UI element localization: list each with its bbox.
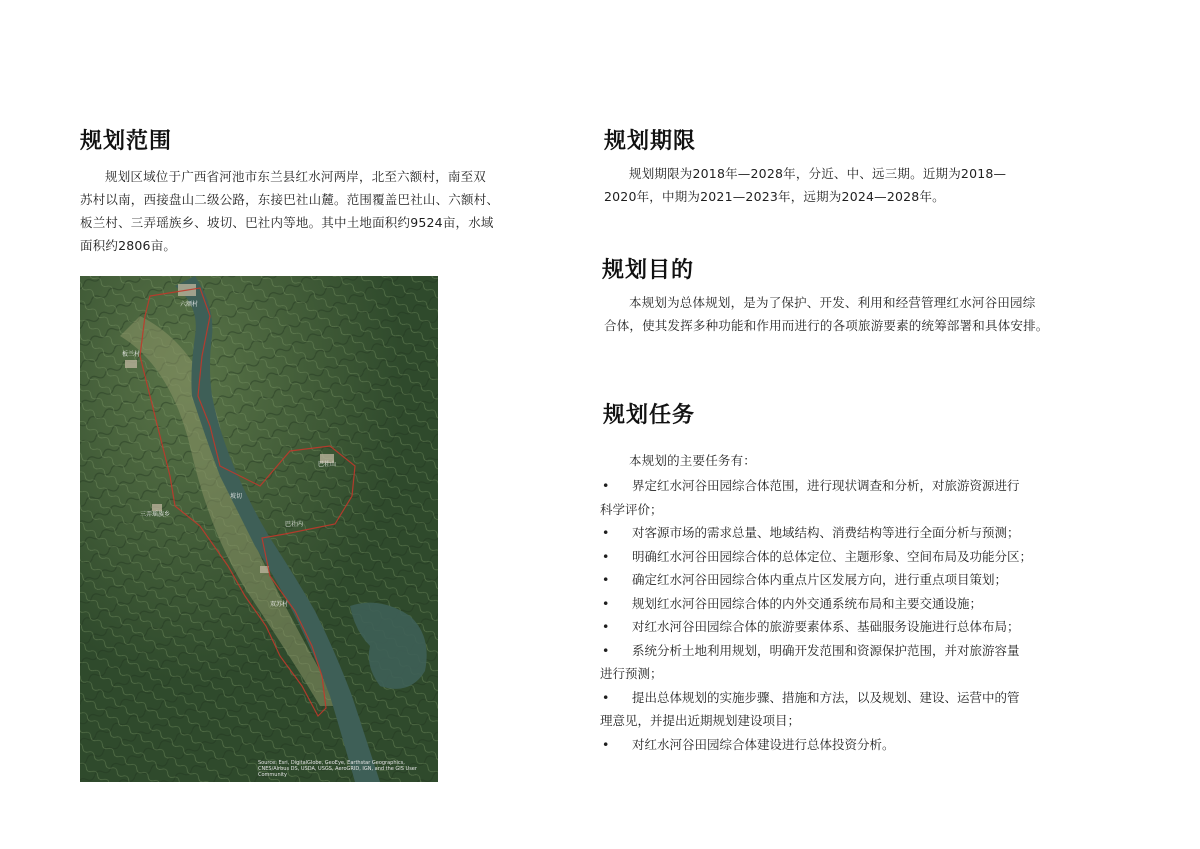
task-text: 提出总体规划的实施步骤、措施和方法，以及规划、建设、运营中的管 xyxy=(632,689,1020,705)
scope-paragraph xyxy=(80,165,550,257)
task-list-item xyxy=(600,639,1100,686)
bullet-icon: • xyxy=(602,595,610,611)
map-label: 坡切 xyxy=(230,493,243,500)
map-label: 巴社山 xyxy=(318,461,337,468)
period-line: 2020年，中期为2021—2023年，远期为2024—2028年。 xyxy=(604,189,945,204)
section-title-scope: 规划范围 xyxy=(80,129,173,154)
period-paragraph xyxy=(604,162,1074,208)
bullet-icon: • xyxy=(602,572,610,587)
satellite-map-image xyxy=(80,276,438,782)
task-list-item xyxy=(600,521,1100,545)
task-text: 对红水河谷田园综合体建设进行总体投资分析。 xyxy=(632,736,895,752)
scope-line: 板兰村、三弄瑶族乡、坡切、巴社内等地。其中土地面积约9524亩，水域 xyxy=(80,215,494,230)
task-list-item xyxy=(600,615,1100,639)
task-list-item xyxy=(600,733,1100,757)
scope-line: 面积约2806亩。 xyxy=(80,238,177,253)
scope-line: 苏村以南，西接盘山二级公路，东接巴社山麓。范围覆盖巴社山、六额村、 xyxy=(80,192,500,207)
task-list-item xyxy=(600,545,1100,569)
purpose-line: 合体，使其发挥多种功能和作用而进行的各项旅游要素的统筹部署和具体安排。 xyxy=(604,318,1049,333)
purpose-line: 本规划为总体规划，是为了保护、开发、利用和经营管理红水河谷田园综 xyxy=(629,295,1036,310)
task-intro: 本规划的主要任务有： xyxy=(629,453,757,468)
bullet-icon: • xyxy=(602,525,610,540)
bullet-icon: • xyxy=(602,478,610,493)
map-label: 巴社内 xyxy=(285,521,304,528)
section-title-purpose: 规划目的 xyxy=(602,258,695,283)
section-title-task: 规划任务 xyxy=(603,403,696,428)
map-label: 六额村 xyxy=(180,301,199,308)
map-label: 三弄瑶族乡 xyxy=(140,511,171,518)
task-list-item xyxy=(600,568,1100,592)
task-text-continuation: 进行预测； xyxy=(600,666,663,681)
bullet-icon: • xyxy=(602,619,610,634)
task-list-item xyxy=(600,592,1100,616)
task-text: 规划红水河谷田园综合体的内外交通系统布局和主要交通设施； xyxy=(632,595,983,611)
bullet-icon: • xyxy=(602,642,610,658)
bullet-icon: • xyxy=(602,689,610,705)
map-label: 板兰村 xyxy=(122,351,141,358)
task-list-item xyxy=(600,686,1100,733)
period-line: 规划期限为2018年—2028年，分近、中、远三期。近期为2018— xyxy=(629,166,1007,181)
map-credit: Source: Esri, DigitalGlobe, GeoEye, Earthstar Geographics, CNES/Airbus DS, USDA, USGS, AeroGRID, IGN, and the GIS User Community xyxy=(258,760,417,778)
scope-line: 规划区域位于广西省河池市东兰县红水河两岸，北至六额村，南至双 xyxy=(105,169,487,184)
task-text: 对客源市场的需求总量、地域结构、消费结构等进行全面分析与预测； xyxy=(632,525,1020,540)
task-list xyxy=(600,474,1100,756)
bullet-icon: • xyxy=(602,736,610,752)
task-text: 对红水河谷田园综合体的旅游要素体系、基础服务设施进行总体布局； xyxy=(632,619,1020,634)
task-text: 系统分析土地利用规划，明确开发范围和资源保护范围，并对旅游容量 xyxy=(632,642,1020,658)
section-title-period: 规划期限 xyxy=(604,129,697,154)
satellite-map-drawing xyxy=(80,276,438,782)
map-label: 双苏村 xyxy=(270,601,289,608)
purpose-paragraph xyxy=(604,291,1104,337)
task-text-continuation: 理意见，并提出近期规划建设项目； xyxy=(600,713,801,728)
bullet-icon: • xyxy=(602,548,610,564)
task-list-item xyxy=(600,474,1100,521)
task-text: 界定红水河谷田园综合体范围，进行现状调查和分析，对旅游资源进行 xyxy=(632,478,1020,493)
task-text: 明确红水河谷田园综合体的总体定位、主题形象、空间布局及功能分区； xyxy=(632,548,1033,564)
task-text-continuation: 科学评价； xyxy=(600,501,663,517)
task-text: 确定红水河谷田园综合体内重点片区发展方向，进行重点项目策划； xyxy=(632,572,1008,587)
